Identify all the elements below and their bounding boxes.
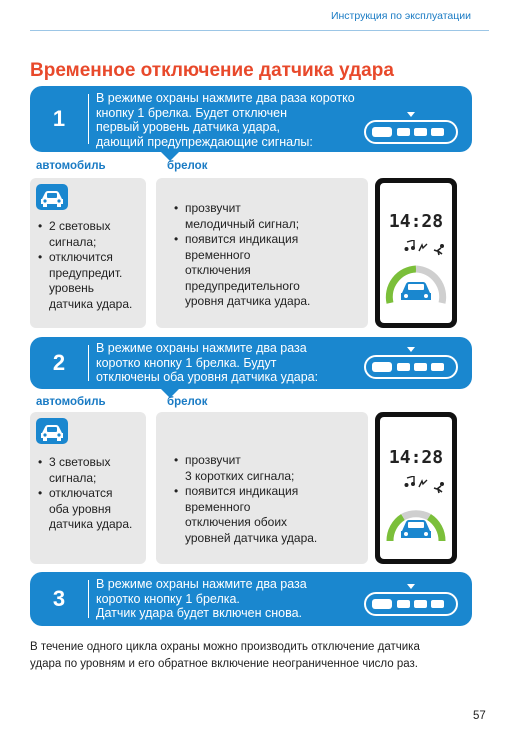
header-divider — [30, 30, 489, 31]
key-fob-icon — [364, 120, 458, 144]
step-number: 1 — [52, 106, 66, 131]
display-time: 14:28 — [388, 211, 444, 232]
fob-panel — [156, 412, 368, 564]
step-3-box — [30, 572, 472, 626]
list-item: • 2 световых сигнала; — [38, 219, 132, 250]
header-text: Инструкция по эксплуатации — [330, 10, 471, 22]
key-fob-icon — [364, 592, 458, 616]
fob-label: брелок — [167, 396, 208, 408]
step-instruction: В режиме охраны нажмите два раза коротко кнопку 1 брелка. Датчик удара будет включен снова. — [96, 577, 307, 620]
list-item: • 3 световых сигнала; — [38, 455, 132, 486]
car-panel — [30, 178, 146, 328]
fob-signal-list — [174, 201, 310, 310]
step-number: 3 — [52, 586, 66, 611]
list-item: • прозвучит 3 коротких сигнала; — [174, 453, 317, 484]
display-time: 14:28 — [388, 447, 444, 468]
key-fob-icon — [364, 355, 458, 379]
list-item: • отключатся оба уровня датчика удара. — [38, 486, 132, 533]
car-signal-list — [38, 219, 132, 312]
car-status-icon — [382, 489, 450, 545]
car-panel — [30, 412, 146, 564]
car-signal-list — [38, 455, 132, 533]
step-instruction: В режиме охраны нажмите два раза коротко кнопку 1 брелка. Будет отключен первый уровень датчика удара, дающий предупреждающие сигналы: — [96, 91, 355, 149]
page-title: Временное отключение датчика удара — [30, 60, 394, 81]
fob-label: брелок — [167, 160, 208, 172]
footer-note: В течение одного цикла охраны можно производить отключение датчика удара по уровням и его обратное включение неограниченное число раз. — [30, 641, 420, 670]
car-icon — [36, 184, 68, 210]
step-1-box — [30, 86, 472, 152]
car-label: автомобиль — [36, 396, 106, 408]
fob-panel — [156, 178, 368, 328]
list-item: • отключится предупредит. уровень датчика удара. — [38, 250, 132, 312]
step-number: 2 — [52, 350, 66, 375]
list-item: • прозвучит мелодичный сигнал; — [174, 201, 310, 232]
page-header — [0, 0, 519, 30]
step-instruction: В режиме охраны нажмите два раза коротко кнопку 1 брелка. Будут отключены оба уровня датчика удара: — [96, 341, 319, 384]
fob-display — [375, 412, 457, 564]
step-2-box — [30, 337, 472, 389]
page-number: 57 — [473, 710, 486, 722]
car-label: автомобиль — [36, 160, 106, 172]
fob-display — [375, 178, 457, 328]
car-status-icon — [382, 251, 450, 307]
fob-signal-list — [174, 453, 317, 546]
list-item: • появится индикация временного отключения обоих уровней датчика удара. — [174, 484, 317, 546]
list-item: • появится индикация временного отключения предупредительного уровня датчика удара. — [174, 232, 310, 310]
car-icon — [36, 418, 68, 444]
